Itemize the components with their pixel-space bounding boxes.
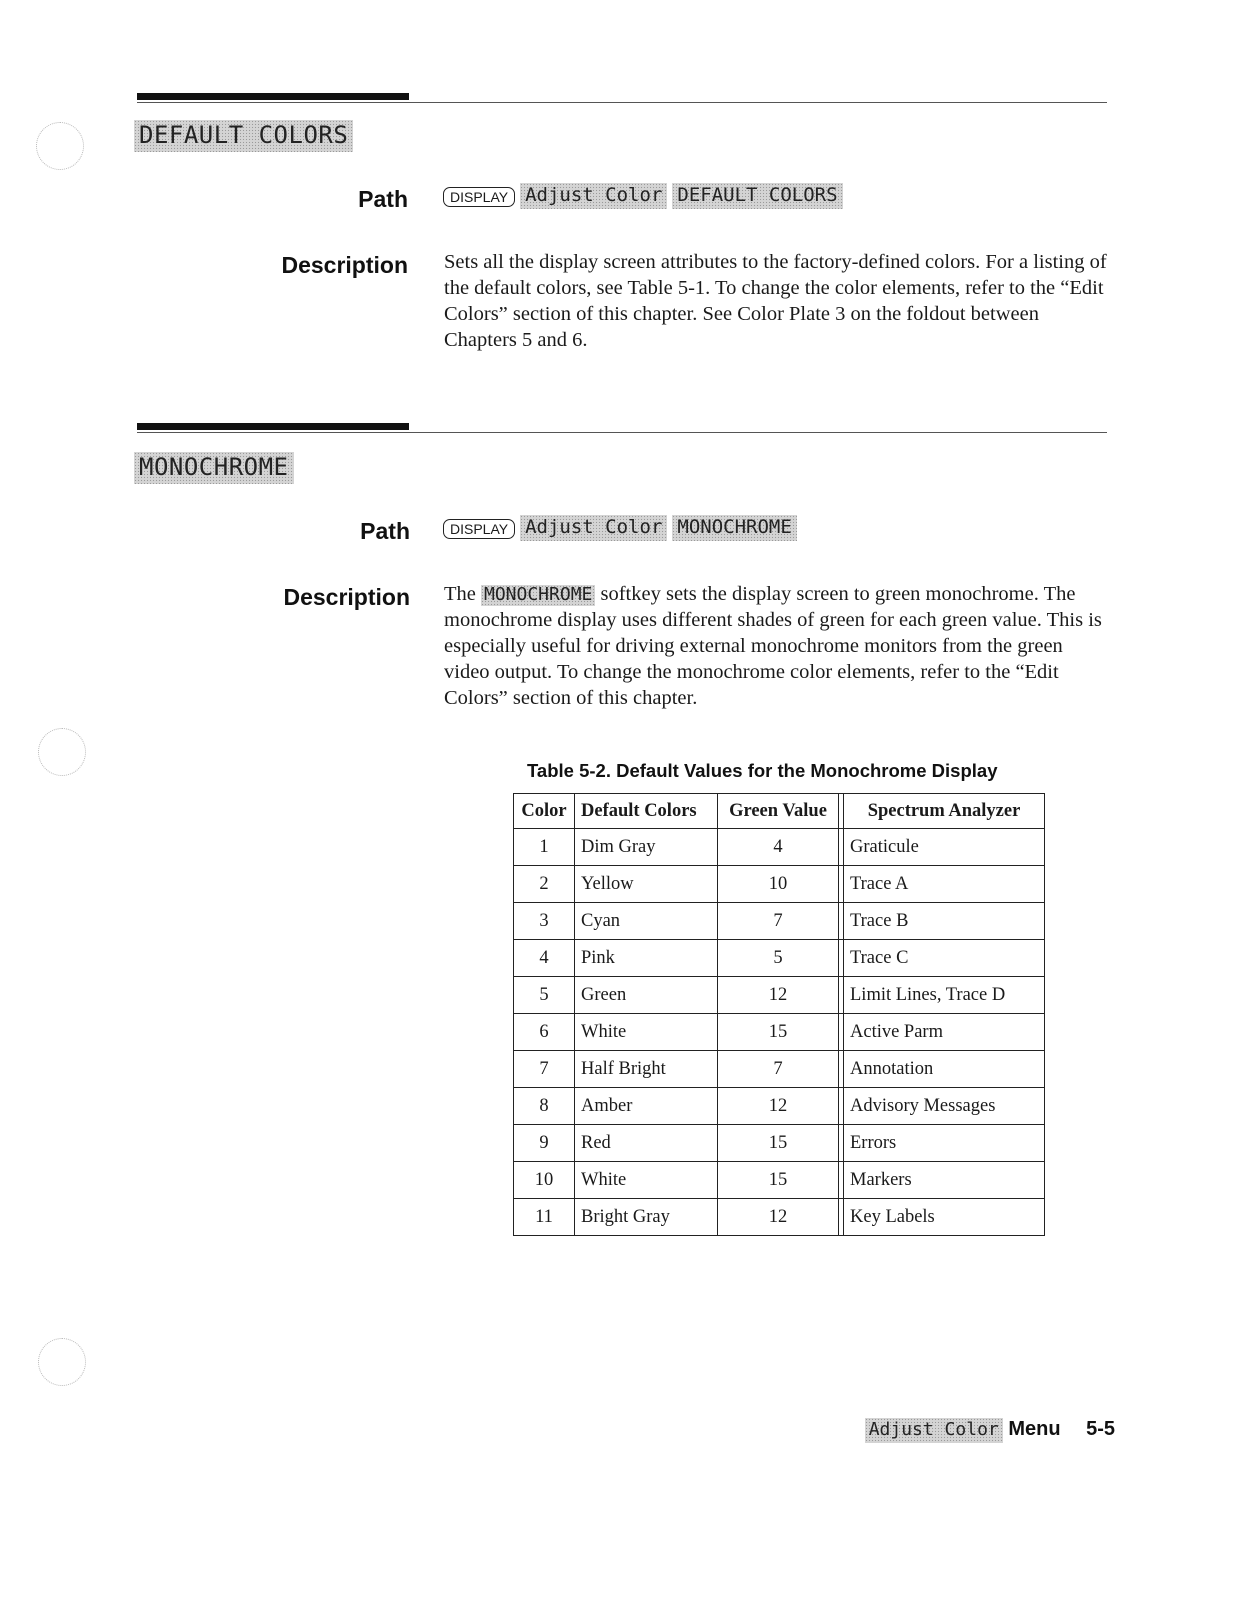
table-cell: 6 (514, 1014, 575, 1051)
table-cell: 12 (718, 977, 839, 1014)
key-path (443, 183, 843, 209)
table-cell: 1 (514, 829, 575, 866)
table-row (514, 977, 1045, 1014)
table-cell: Half Bright (575, 1051, 718, 1088)
section-rule (137, 93, 1107, 103)
description-text (444, 581, 1109, 711)
table-cell: 5 (718, 940, 839, 977)
table-body (514, 829, 1045, 1236)
display-hardkey: DISPLAY (443, 519, 515, 539)
section-title (134, 120, 353, 152)
table-cell: 7 (718, 1051, 839, 1088)
table-cell: 7 (718, 903, 839, 940)
table-cell: White (575, 1014, 718, 1051)
table-cell: 15 (718, 1125, 839, 1162)
table-header-row (514, 794, 1045, 829)
table-row (514, 903, 1045, 940)
footer-menu-label: Menu (1008, 1418, 1061, 1440)
adjust-color-softkey: Adjust Color (520, 183, 667, 209)
description-text-start: The (444, 583, 476, 605)
monochrome-defaults-table (513, 793, 1045, 1236)
display-hardkey: DISPLAY (443, 187, 515, 207)
table-row (514, 1051, 1045, 1088)
description-text-rest: softkey sets the display screen to green monochrome. The monochrome display uses different shades of green for each green value. This is especially useful for driving external monochrome monitors from the green video output. To change the monochrome color elements, refer to the “Edit Colors” section of this chapter. (444, 583, 1102, 709)
table-cell: 12 (718, 1199, 839, 1236)
table-caption: Table 5-2. Default Values for the Monochrome Display (527, 760, 998, 781)
table-cell: 10 (718, 866, 839, 903)
table-cell: Advisory Messages (844, 1088, 1045, 1125)
table-row (514, 940, 1045, 977)
table-cell: 2 (514, 866, 575, 903)
table-cell: Trace A (844, 866, 1045, 903)
table-cell: 5 (514, 977, 575, 1014)
table-cell: 9 (514, 1125, 575, 1162)
page-number: 5-5 (1086, 1418, 1115, 1440)
adjust-color-softkey: Adjust Color (520, 515, 667, 541)
monochrome-softkey: MONOCHROME (672, 515, 796, 541)
table-cell: 11 (514, 1199, 575, 1236)
monochrome-inline-softkey: MONOCHROME (481, 585, 595, 606)
table-row (514, 1125, 1045, 1162)
table-cell: Annotation (844, 1051, 1045, 1088)
table-cell: 12 (718, 1088, 839, 1125)
table-cell: Key Labels (844, 1199, 1045, 1236)
table-cell: Limit Lines, Trace D (844, 977, 1045, 1014)
column-header: Green Value (718, 794, 839, 829)
table-cell: 4 (718, 829, 839, 866)
punch-hole-bottom (38, 1338, 86, 1386)
table-row (514, 1199, 1045, 1236)
table-cell: Cyan (575, 903, 718, 940)
table-cell: 4 (514, 940, 575, 977)
table-cell: Red (575, 1125, 718, 1162)
section-title-softkey: MONOCHROME (134, 452, 294, 484)
column-header: Default Colors (575, 794, 718, 829)
table-row (514, 829, 1045, 866)
key-path (443, 515, 797, 541)
table-cell: Trace C (844, 940, 1045, 977)
column-header: Spectrum Analyzer (844, 794, 1045, 829)
table-cell: Bright Gray (575, 1199, 718, 1236)
default-colors-softkey: DEFAULT COLORS (672, 183, 842, 209)
table-row (514, 1088, 1045, 1125)
table-cell: 10 (514, 1162, 575, 1199)
table-cell: Markers (844, 1162, 1045, 1199)
section-rule (137, 423, 1107, 433)
path-label: Path (358, 186, 408, 212)
table-cell: 15 (718, 1014, 839, 1051)
punch-hole-middle (38, 728, 86, 776)
table-cell: Pink (575, 940, 718, 977)
table-cell: 15 (718, 1162, 839, 1199)
table-row (514, 1014, 1045, 1051)
description-text: Sets all the display screen attributes to the factory-defined colors. For a listing of the default colors, see Table 5-1. To change the color elements, refer to the “Edit Colors” section of this chapter. See Color Plate 3 on the foldout between Chapters 5 and 6. (444, 251, 1107, 351)
punch-hole-top (36, 122, 84, 170)
table-cell: Amber (575, 1088, 718, 1125)
footer-softkey: Adjust Color (865, 1418, 1003, 1443)
table-cell: Trace B (844, 903, 1045, 940)
table-cell: 3 (514, 903, 575, 940)
table-cell: White (575, 1162, 718, 1199)
section-title-softkey: DEFAULT COLORS (134, 120, 353, 152)
table-cell: 8 (514, 1088, 575, 1125)
table-cell: 7 (514, 1051, 575, 1088)
table-cell: Errors (844, 1125, 1045, 1162)
table-cell: Green (575, 977, 718, 1014)
page-footer (865, 1418, 1115, 1443)
description-label: Description (281, 252, 408, 278)
table-row (514, 1162, 1045, 1199)
column-header: Color (514, 794, 575, 829)
table-cell: Yellow (575, 866, 718, 903)
table-cell: Graticule (844, 829, 1045, 866)
path-label: Path (360, 518, 410, 544)
table-cell: Dim Gray (575, 829, 718, 866)
section-title (134, 452, 294, 484)
description-label: Description (283, 584, 410, 610)
table-row (514, 866, 1045, 903)
table-cell: Active Parm (844, 1014, 1045, 1051)
